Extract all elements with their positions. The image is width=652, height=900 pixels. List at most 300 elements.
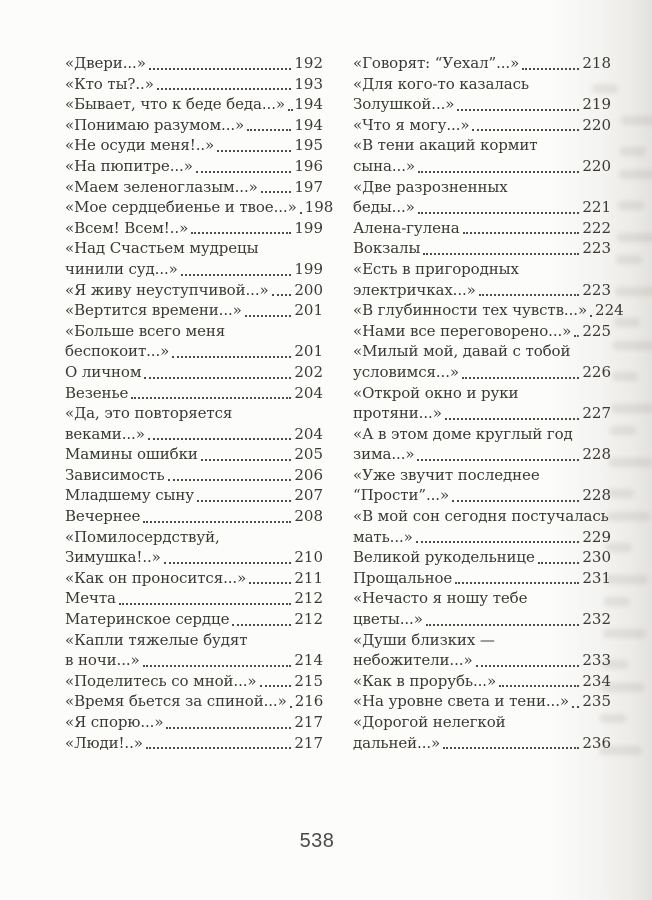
toc-entry-title: О личном [65, 362, 142, 381]
toc-entry-title: Материнское сердце [65, 610, 230, 629]
toc-entry-line [353, 115, 611, 136]
toc-entry [65, 53, 323, 74]
toc-entry-pagenum: 201 [294, 301, 323, 320]
toc-entry-title: «Как он проносится...» [65, 568, 247, 587]
toc-entry-line [65, 383, 323, 404]
toc-entry-title: протяни...» [353, 404, 442, 423]
toc-entry [65, 115, 323, 136]
toc-entry-line [353, 588, 611, 609]
dot-leader [300, 212, 302, 214]
toc-entry-line [353, 691, 611, 712]
toc-entry-title: «Я живу неуступчивой...» [65, 280, 269, 299]
toc-entry-line [65, 362, 323, 383]
toc-entry-pagenum: 220 [582, 156, 611, 175]
toc-entry-line [353, 53, 611, 74]
toc-entry [65, 218, 323, 239]
toc-entry [65, 485, 323, 506]
toc-entry-title: Мамины ошибки [65, 445, 198, 464]
toc-entry [353, 588, 611, 629]
toc-entry [65, 691, 323, 712]
dot-leader [172, 356, 291, 358]
toc-entry-line [353, 341, 611, 362]
toc-entry [65, 588, 323, 609]
toc-entry-pagenum: 223 [582, 239, 611, 258]
toc-entry-title: «Да, это повторяется [65, 404, 233, 423]
dot-leader [144, 377, 291, 379]
toc-entry-line [65, 712, 323, 733]
toc-entry [65, 444, 323, 465]
toc-entry-title: небожители...» [353, 651, 473, 670]
toc-entry-line [65, 238, 323, 259]
ghost-mark [621, 116, 652, 125]
toc-entry-title: «Понимаю разумом...» [65, 115, 245, 134]
toc-entry [65, 74, 323, 95]
dot-leader [443, 747, 579, 749]
toc-entry-title: «Что я могу...» [353, 115, 470, 134]
dot-leader [479, 294, 580, 296]
toc-entry-line [353, 259, 611, 280]
dot-leader [574, 335, 579, 337]
toc-entry-title: «Нами все переговорено...» [353, 321, 572, 340]
toc-entry [65, 135, 323, 156]
toc-entry-pagenum: 204 [294, 424, 323, 443]
dot-leader [288, 109, 291, 111]
toc-entry-pagenum: 233 [582, 651, 611, 670]
toc-entry-title: Вечернее [65, 507, 141, 526]
dot-leader [166, 727, 291, 729]
dot-leader [148, 438, 292, 440]
dot-leader [164, 562, 292, 564]
toc-entry-line [353, 444, 611, 465]
toc-entry-pagenum: 194 [294, 95, 323, 114]
toc-entry-line [353, 135, 611, 156]
page-number: 538 [299, 830, 335, 852]
toc-entry-line [353, 671, 611, 692]
toc-entry-pagenum: 215 [294, 671, 323, 690]
toc-entry-pagenum: 223 [582, 280, 611, 299]
toc-entry-title: сына...» [353, 156, 415, 175]
dot-leader [247, 129, 291, 131]
dot-leader [260, 685, 292, 687]
toc-entry-line [353, 424, 611, 445]
toc-entry [353, 321, 611, 342]
dot-leader [272, 294, 292, 296]
toc-entry-pagenum: 207 [294, 486, 323, 505]
toc-entry-title: веками...» [65, 424, 145, 443]
toc-entry [353, 135, 611, 176]
toc-entry [65, 506, 323, 527]
toc-entry-title: «Милый мой, давай с тобой [353, 342, 571, 361]
toc-entry-title: Вокзалы [353, 239, 421, 258]
toc-entry [353, 547, 611, 568]
toc-entry-pagenum: 194 [294, 115, 323, 134]
toc-entry-title: Золушкой...» [353, 95, 455, 114]
toc-entry-title: «Есть в пригородных [353, 259, 519, 278]
dot-leader [149, 68, 292, 70]
toc-entry-title: «Нечасто я ношу тебе [353, 589, 528, 608]
toc-entry-pagenum: 217 [294, 733, 323, 752]
toc-entry-line [353, 238, 611, 259]
toc-entry-pagenum: 222 [582, 218, 611, 237]
ghost-mark [618, 201, 644, 210]
toc-entry-line [65, 94, 323, 115]
dot-leader [168, 479, 292, 481]
toc-entry [353, 115, 611, 136]
dot-leader [538, 562, 580, 564]
dot-leader [131, 397, 291, 399]
toc-entry-line [353, 712, 611, 733]
ghost-mark [608, 489, 634, 498]
ghost-mark [609, 458, 652, 467]
dot-leader [445, 418, 580, 420]
toc-entry [65, 94, 323, 115]
dot-leader [418, 171, 579, 173]
toc-entry-title: «В глубинности тех чувств...» [353, 301, 588, 320]
toc-entry-pagenum: 229 [582, 527, 611, 546]
toc-entry-line [65, 465, 323, 486]
toc-entry-line [65, 609, 323, 630]
toc-entry-pagenum: 226 [582, 362, 611, 381]
toc-entry-title: беды...» [353, 198, 415, 217]
ghost-mark [616, 255, 642, 264]
toc-entry-line [65, 568, 323, 589]
toc-entry-line [353, 630, 611, 651]
toc-entry-line [65, 115, 323, 136]
toc-entry [65, 712, 323, 733]
toc-entry-line [353, 547, 611, 568]
toc-entry-title: Мечта [65, 589, 116, 608]
toc-entry [353, 74, 611, 115]
toc-entry-line [353, 733, 611, 754]
toc-entry-pagenum: 202 [294, 362, 323, 381]
toc-entry [65, 630, 323, 671]
toc-entry-line [65, 259, 323, 280]
toc-entry-pagenum: 197 [294, 177, 323, 196]
toc-entry-pagenum: 227 [582, 404, 611, 423]
toc-entry-title: «Маем зеленоглазым...» [65, 177, 258, 196]
toc-entry-pagenum: 234 [582, 671, 611, 690]
toc-entry-title: «Всем! Всем!..» [65, 218, 189, 237]
toc-entry-line [65, 527, 323, 548]
toc-entry-title: беспокоит...» [65, 342, 170, 361]
toc-entry-line [65, 691, 323, 712]
dot-leader [261, 191, 292, 193]
dot-leader [463, 232, 580, 234]
toc-entry-title: «Вертится времени...» [65, 301, 242, 320]
toc-entry [353, 218, 611, 239]
dot-leader [455, 582, 579, 584]
toc-entry-pagenum: 199 [294, 218, 323, 237]
toc-entry-title: Зависимость [65, 465, 165, 484]
toc-entry [353, 383, 611, 424]
dot-leader [157, 88, 292, 90]
toc-entry [65, 527, 323, 568]
toc-entry-line [353, 321, 611, 342]
toc-entry-line [353, 506, 611, 527]
dot-leader [472, 129, 579, 131]
toc-entry-title: условимся...» [353, 362, 459, 381]
ghost-mark [615, 287, 652, 296]
toc-entry [353, 506, 611, 547]
toc-entry-title: Везенье [65, 383, 129, 402]
toc-entry-line [353, 74, 611, 95]
toc-entry-title: Великой рукодельнице [353, 548, 535, 567]
toc-entry-pagenum: 208 [294, 507, 323, 526]
toc-entry-pagenum: 218 [582, 54, 611, 72]
toc-entry-title: «Души близких — [353, 630, 495, 649]
toc-entry-pagenum: 193 [294, 74, 323, 93]
toc-entry-line [65, 53, 323, 74]
toc-entry [353, 568, 611, 589]
toc-entry-title: «В мой сон сегодня постучалась [353, 507, 609, 526]
toc-entry [65, 465, 323, 486]
toc-entry-title: «Открой окно и руки [353, 383, 519, 402]
toc-entry-line [65, 588, 323, 609]
toc-entry-title: «Говорят: “Уехал”...» [353, 54, 520, 72]
toc-entry-title: «Капли тяжелые будят [65, 630, 248, 649]
toc-entry-pagenum: 235 [582, 692, 611, 711]
dot-leader [181, 274, 292, 276]
dot-leader [423, 253, 579, 255]
toc-entry [65, 177, 323, 198]
toc-entry-pagenum: 192 [294, 54, 323, 72]
toc-entry-pagenum: 198 [304, 198, 334, 217]
toc-entry-title: «В тени акаций кормит [353, 136, 538, 155]
toc-entry-pagenum: 220 [582, 115, 611, 134]
toc-entry-line [65, 156, 323, 177]
toc-entry [353, 341, 611, 382]
toc-entry-title: «Как в прорубь...» [353, 671, 497, 690]
dot-leader [416, 541, 580, 543]
toc-entry-line [65, 424, 323, 445]
toc-entry-line [65, 506, 323, 527]
ghost-mark [617, 233, 652, 242]
toc-entry-title: «Дорогой нелегкой [353, 713, 506, 731]
toc-entry-title: в ночи...» [65, 651, 140, 670]
dot-leader [418, 212, 580, 214]
toc-entry-pagenum: 225 [582, 321, 611, 340]
toc-entry-line [353, 403, 611, 424]
dot-leader [522, 68, 579, 70]
toc-entry-title: цветы...» [353, 610, 423, 629]
toc-entry-title: «Поделитесь со мной...» [65, 671, 257, 690]
dot-leader [143, 665, 292, 667]
toc-entry-pagenum: 216 [294, 692, 324, 711]
toc-entry [65, 362, 323, 383]
toc-entry-pagenum: 204 [294, 383, 323, 402]
toc-entry-line [353, 465, 611, 486]
toc-entry-pagenum: 206 [294, 465, 323, 484]
toc-entry-line [65, 280, 323, 301]
toc-entry-pagenum: 230 [582, 548, 611, 567]
toc-entry-pagenum: 219 [582, 95, 611, 114]
toc-entry-pagenum: 221 [582, 198, 611, 217]
dot-leader [417, 459, 579, 461]
toc-entry-line [353, 650, 611, 671]
toc-entry-title: «Кто ты?..» [65, 74, 154, 93]
dot-leader [426, 624, 580, 626]
dot-leader [290, 706, 292, 708]
ghost-mark [605, 575, 648, 584]
toc-entry-title: “Прости”...» [353, 486, 450, 505]
toc-entry [65, 197, 334, 218]
ghost-mark [611, 404, 652, 413]
toc-entry-line [353, 300, 624, 321]
toc-entry [65, 280, 323, 301]
ghost-mark [610, 426, 636, 435]
toc-entry [353, 630, 611, 671]
dot-leader [462, 377, 579, 379]
toc-entry [353, 53, 611, 74]
dot-leader [197, 500, 291, 502]
toc-entry [65, 403, 323, 444]
toc-entry-pagenum: 210 [294, 548, 323, 567]
toc-entry-pagenum: 196 [294, 156, 323, 175]
toc-entry-pagenum: 205 [294, 445, 323, 464]
toc-entry-line [353, 94, 611, 115]
toc-entry-title: «А в этом доме круглый год [353, 424, 573, 443]
dot-leader [457, 109, 579, 111]
toc-entry [353, 465, 611, 506]
toc-entry-title: «Я спорю...» [65, 713, 164, 731]
toc-entry [65, 609, 323, 630]
toc-entry-pagenum: 236 [582, 733, 611, 752]
toc-entry-title: «Больше всего меня [65, 321, 226, 340]
toc-entry-title: «Время бьется за спиной...» [65, 692, 287, 711]
toc-entry-pagenum: 228 [582, 486, 611, 505]
toc-column-right [353, 53, 624, 753]
toc-entry-line [353, 197, 611, 218]
toc-entry-line [65, 135, 323, 156]
toc-entry-title: дальней...» [353, 733, 441, 752]
table-of-contents [65, 53, 624, 753]
toc-entry-title: «Уже звучит последнее [353, 465, 540, 484]
toc-entry-title: «Над Счастьем мудрецы [65, 239, 259, 258]
toc-entry-line [353, 218, 611, 239]
toc-entry-line [353, 362, 611, 383]
toc-entry-pagenum: 211 [294, 568, 323, 587]
toc-entry-title: «На уровне света и тени...» [353, 692, 569, 711]
toc-entry-title: «Не осуди меня!..» [65, 136, 215, 155]
toc-entry-line [65, 74, 323, 95]
toc-entry-line [65, 300, 323, 321]
toc-entry [353, 300, 624, 321]
toc-entry-title: Младшему сыну [65, 486, 195, 505]
toc-entry-line [353, 485, 611, 506]
toc-entry-title: «Для кого-то казалась [353, 74, 529, 93]
toc-entry-pagenum: 228 [582, 445, 611, 464]
dot-leader [146, 747, 292, 749]
toc-entry-line [353, 568, 611, 589]
toc-entry-line [353, 156, 611, 177]
toc-entry-line [65, 197, 334, 218]
toc-entry [65, 321, 323, 362]
toc-entry-pagenum: 231 [582, 568, 611, 587]
toc-entry [65, 733, 323, 754]
toc-entry-line [353, 527, 611, 548]
toc-entry-line [65, 341, 323, 362]
toc-entry [353, 259, 611, 300]
toc-entry-pagenum: 212 [294, 610, 323, 629]
dot-leader [452, 500, 579, 502]
toc-column-left [65, 53, 334, 753]
toc-entry-pagenum: 212 [294, 589, 323, 608]
toc-entry-line [353, 280, 611, 301]
toc-entry-line [65, 177, 323, 198]
toc-entry-title: Прощальное [353, 568, 453, 587]
toc-entry-line [65, 547, 323, 568]
toc-entry-title: «Помилосердствуй, [65, 527, 220, 546]
toc-entry-line [65, 733, 323, 754]
toc-entry-line [65, 321, 323, 342]
dot-leader [196, 171, 292, 173]
toc-entry-title: «На пюпитре...» [65, 156, 193, 175]
toc-entry [353, 691, 611, 712]
toc-entry [65, 383, 323, 404]
toc-entry-title: чинили суд...» [65, 259, 178, 278]
ghost-mark [619, 170, 652, 179]
dot-leader [590, 315, 592, 317]
toc-entry [65, 671, 323, 692]
toc-entry-title: Зимушка!..» [65, 548, 161, 567]
ghost-mark [612, 372, 638, 381]
toc-entry-pagenum: 214 [294, 651, 323, 670]
toc-entry-pagenum: 199 [294, 259, 323, 278]
toc-entry [353, 671, 611, 692]
toc-entry-title: «Двери...» [65, 54, 146, 72]
dot-leader [217, 150, 291, 152]
dot-leader [119, 603, 291, 605]
toc-entry-line [65, 218, 323, 239]
toc-entry-line [353, 383, 611, 404]
toc-entry [353, 424, 611, 465]
ghost-mark [620, 147, 646, 156]
dot-leader [499, 685, 579, 687]
dot-leader [191, 232, 291, 234]
toc-entry-title: «Люди!..» [65, 733, 143, 752]
toc-entry [353, 238, 611, 259]
toc-entry-pagenum: 217 [294, 713, 323, 731]
toc-entry-line [65, 650, 323, 671]
dot-leader [201, 459, 292, 461]
toc-entry-line [65, 485, 323, 506]
toc-entry-pagenum: 201 [294, 342, 323, 361]
dot-leader [572, 706, 579, 708]
toc-entry [65, 568, 323, 589]
toc-entry-title: электричках...» [353, 280, 476, 299]
toc-entry-title: «Мое сердцебиенье и твое...» [65, 198, 297, 217]
toc-entry-title: мать...» [353, 527, 413, 546]
toc-entry-pagenum: 224 [595, 301, 624, 320]
dot-leader [476, 665, 580, 667]
toc-entry-title: Алена-гулена [353, 218, 460, 237]
toc-entry-title: зима...» [353, 445, 415, 464]
toc-entry-pagenum: 200 [294, 280, 323, 299]
toc-entry [353, 177, 611, 218]
toc-entry-line [65, 444, 323, 465]
toc-entry-line [353, 177, 611, 198]
dot-leader [232, 624, 291, 626]
toc-entry [65, 156, 323, 177]
toc-entry-line [65, 671, 323, 692]
toc-entry-title: «Две разрозненных [353, 177, 508, 196]
dot-leader [245, 315, 292, 317]
toc-entry [353, 712, 611, 753]
ghost-mark [613, 341, 652, 350]
toc-entry-title: «Бывает, что к беде беда...» [65, 95, 285, 114]
toc-entry-line [65, 630, 323, 651]
dot-leader [143, 521, 291, 523]
